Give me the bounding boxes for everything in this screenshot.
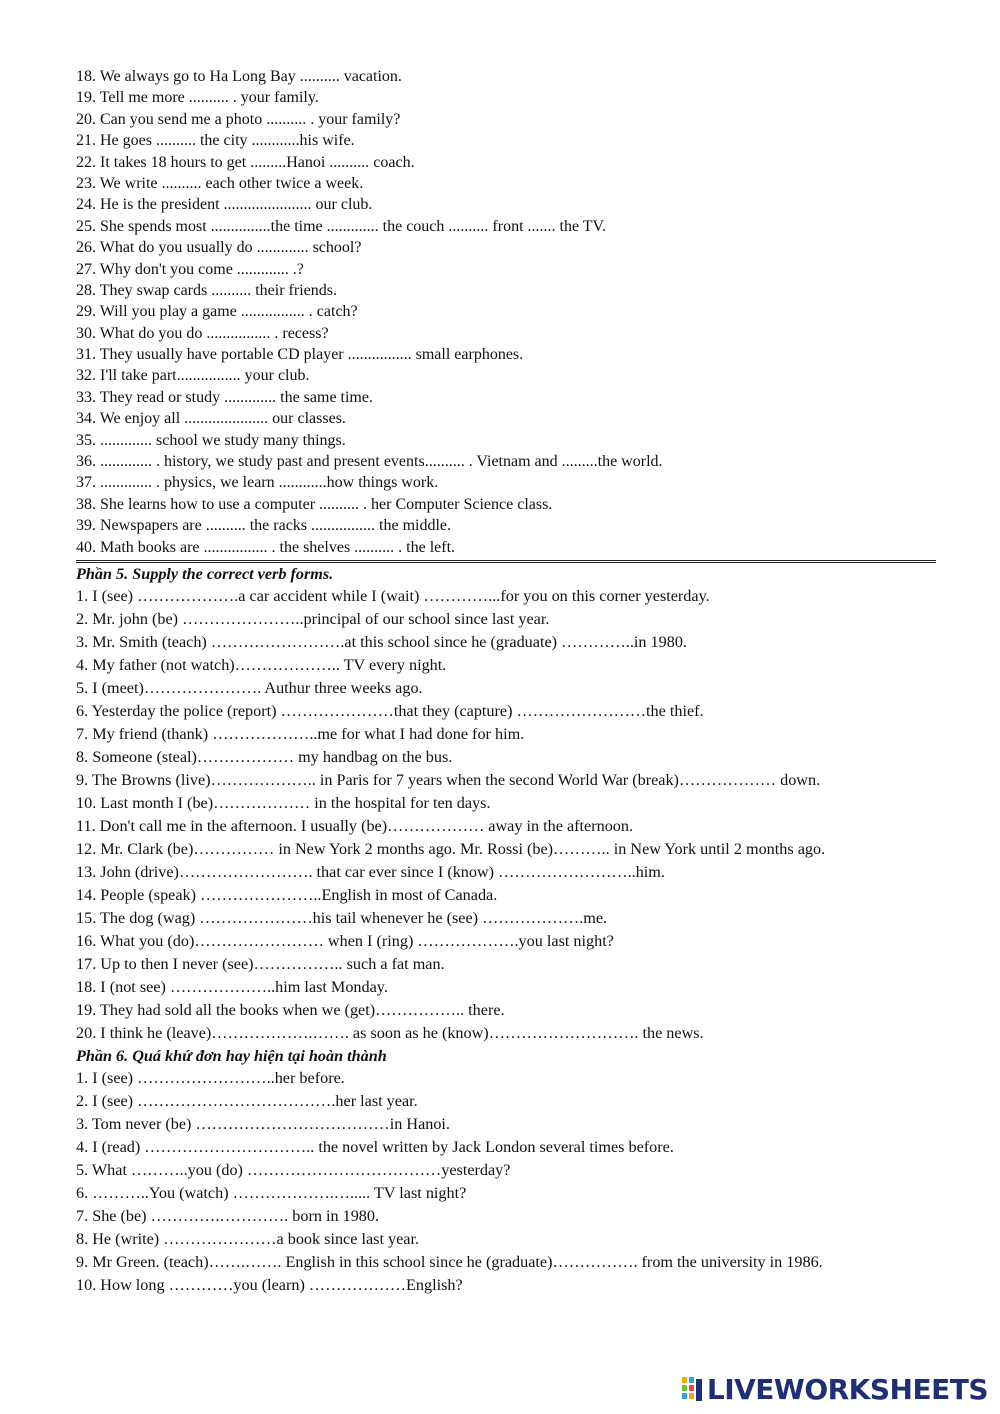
exercise-item: 36. ............. . history, we study past and present events.......... . Vietnam and .........the world. (76, 453, 663, 471)
exercise-item: 20. I think he (leave)……………….……. as soon as he (know)………………………. the news. (76, 1024, 704, 1043)
exercise-item: 33. They read or study ............. the same time. (76, 388, 373, 406)
exercise-item: 34. We enjoy all ..................... our classes. (76, 410, 346, 428)
exercise-item: 10. Last month I (be)……………… in the hospital for ten days. (76, 794, 491, 813)
exercise-item: 21. He goes .......... the city ............his wife. (76, 132, 355, 150)
exercise-item: 40. Math books are ................ . the shelves .......... . the left. (76, 538, 456, 556)
liveworksheets-brand: LIVEWORKSHEETS (706, 1372, 988, 1406)
exercise-item: 35. ............. school we study many things. (76, 431, 346, 449)
exercise-item: 18. I (not see) ………………..him last Monday. (76, 978, 388, 997)
exercise-item: 19. Tell me more .......... . your family. (76, 89, 319, 107)
exercise-item: 7. My friend (thank) ………………..me for what I had done for him. (76, 725, 525, 744)
exercise-item: 28. They swap cards .......... their friends. (76, 281, 337, 299)
exercise-item: 14. People (speak) …………………..English in most of Canada. (76, 886, 498, 905)
exercise-item: 18. We always go to Ha Long Bay .......... vacation. (76, 68, 402, 85)
exercise-item: 19. They had sold all the books when we (get)…………….. there. (76, 1001, 505, 1020)
exercise-item: 9. Mr Green. (teach)…….……. English in this school since he (graduate)……………. from the university in 1986. (76, 1253, 823, 1272)
exercise-item: 16. What you (do)…………………… when I (ring) ……………….you last night? (76, 932, 614, 951)
exercise-item: 25. She spends most ...............the time ............. the couch .......... front ....... the TV. (76, 217, 607, 235)
exercise-item: 11. Don't call me in the afternoon. I usually (be)……………… away in the afternoon. (76, 817, 634, 836)
exercise-item: 17. Up to then I never (see)…………….. such a fat man. (76, 955, 445, 974)
exercise-item: 22. It takes 18 hours to get .........Hanoi .......... coach. (76, 153, 415, 171)
exercise-item: 32. I'll take part................ your club. (76, 367, 310, 385)
exercise-item: 6. ………..You (watch) ……………….…..... TV last night? (76, 1184, 467, 1203)
exercise-item: 6. Yesterday the police (report) …………………that they (capture) ……………………the thief. (76, 702, 704, 721)
exercise-item: 9. The Browns (live)……………….. in Paris for 7 years when the second World War (break)……………… down. (76, 771, 821, 790)
part6-heading: Phần 6. Quá khứ đơn hay hiện tại hoàn thành (76, 1047, 387, 1066)
exercise-item: 38. She learns how to use a computer .......... . her Computer Science class. (76, 495, 553, 513)
exercise-item: 5. What ………..you (do) ………………………………yesterday? (76, 1161, 511, 1180)
exercise-item: 4. I (read) ………………………….. the novel written by Jack London several times before. (76, 1138, 674, 1157)
exercise-item: 4. My father (not watch)……………….. TV every night. (76, 656, 447, 675)
exercise-item: 24. He is the president ...................... our club. (76, 196, 373, 214)
exercise-item: 1. I (see) ……………………..her before. (76, 1069, 345, 1088)
exercise-item: 27. Why don't you come ............. .? (76, 260, 304, 278)
part6-section (76, 1045, 936, 1297)
exercise-item: 10. How long …………you (learn) ………………English? (76, 1276, 463, 1295)
exercise-item: 1. I (see) ……………….a car accident while I (wait) …………...for you on this corner yesterday. (76, 587, 710, 606)
exercise-item: 26. What do you usually do ............. school? (76, 239, 362, 257)
exercise-item: 37. ............. . physics, we learn ............how things work. (76, 474, 439, 492)
exercise-item: 8. Someone (steal)……………… my handbag on the bus. (76, 748, 453, 767)
exercise-item: 30. What do you do ................ . recess? (76, 324, 329, 342)
exercise-item: 8. He (write) …………………a book since last year. (76, 1230, 420, 1249)
exercise-item: 23. We write .......... each other twice a week. (76, 174, 364, 192)
exercise-item: 15. The dog (wag) …………………his tail whenever he (see) ……………….me. (76, 909, 608, 928)
worksheet-page (76, 66, 936, 1297)
exercise-item: 20. Can you send me a photo .......... . your family? (76, 110, 401, 128)
liveworksheets-mark-icon (681, 1375, 703, 1403)
exercise-item: 29. Will you play a game ................ . catch? (76, 303, 358, 321)
exercise-item: 7. She (be) ………….…………. born in 1980. (76, 1207, 380, 1226)
part4-exercise-list (76, 66, 936, 558)
exercise-item: 3. Mr. Smith (teach) …………………….at this school since he (graduate) …………..in 1980. (76, 633, 687, 652)
liveworksheets-logo (681, 1372, 988, 1406)
exercise-item: 31. They usually have portable CD player ................ small earphones. (76, 346, 524, 364)
part5-heading: Phần 5. Supply the correct verb forms. (76, 565, 334, 584)
exercise-item: 2. Mr. john (be) …………………..principal of our school since last year. (76, 610, 550, 629)
exercise-item: 13. John (drive)……………………. that car ever since I (know) ……………………..him. (76, 863, 665, 882)
exercise-item: 12. Mr. Clark (be)…………… in New York 2 months ago. Mr. Rossi (be)……….. in New York until 2 months ago. (76, 840, 826, 859)
exercise-item: 39. Newspapers are .......... the racks ................ the middle. (76, 517, 452, 535)
exercise-item: 3. Tom never (be) ………………………………in Hanoi. (76, 1115, 450, 1134)
part5-section (76, 563, 936, 1045)
exercise-item: 2. I (see) ……………………………….her last year. (76, 1092, 418, 1111)
exercise-item: 5. I (meet)…………………. Authur three weeks ago. (76, 679, 423, 698)
